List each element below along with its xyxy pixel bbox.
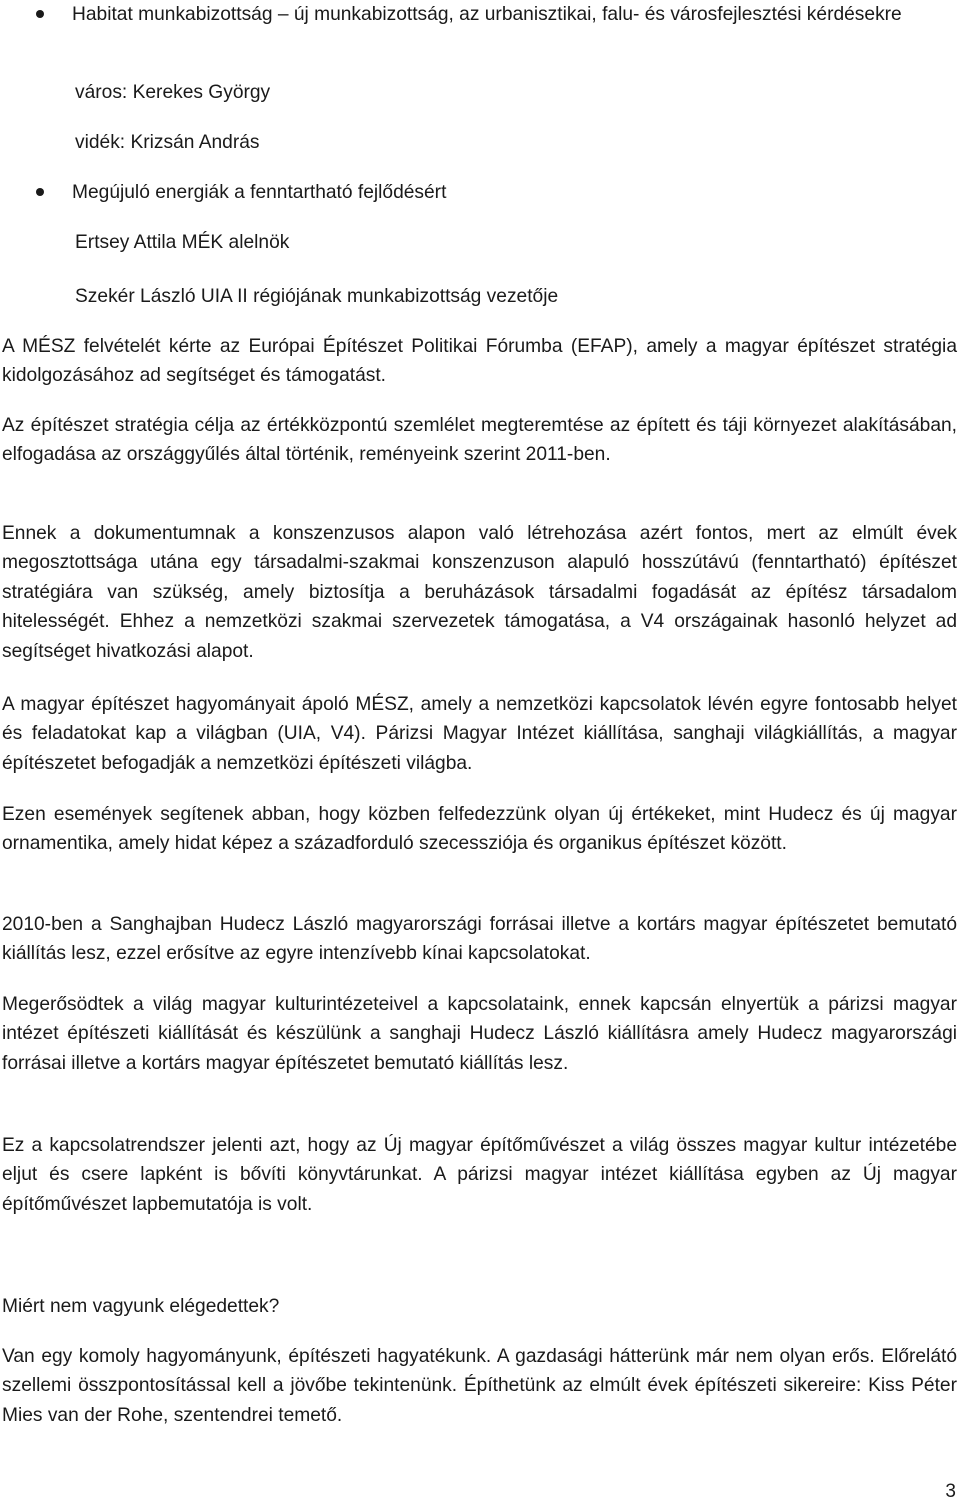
bullet-point-2 <box>36 188 44 196</box>
bullet-point-1 <box>36 10 44 18</box>
closing-paragraph: Van egy komoly hagyományunk, építészeti hagyatékunk. A gazdasági hátterünk már nem olyan erős. Előrelátó szellemi összpontosítással kell a jövőbe tekintenünk. Építhetünk az elmúlt évek építészeti sikereire: Kiss Péter Mies van der Rohe, szentendrei temető. <box>2 1346 957 1426</box>
paragraph: Megerősödtek a világ magyar kulturintézeteivel a kapcsolataink, ennek kapcsán elnyertük a párizsi magyar intézet építészeti kiállítását és készülünk a sanghaji Hudecz László kiállításra amely Hudecz magyarországi forrásai illetve a kortárs magyar építészetet bemutató kiállítás lesz. <box>2 994 957 1074</box>
paragraph: Ennek a dokumentumnak a konszenzusos alapon való létrehozása azért fontos, mert az elmúlt évek megosztottsága utána egy társadalmi-szakmai konszenzuson alapuló hosszútávú (fenntartható) építészet stratégiára van szükség, amely biztosítja a beruházások társadalmi fogadását az építész társadalom hitelességét. Ehhez a nemzetközi szakmai szervezetek támogatása, a V4 országainak hasonló helyzet ad segítséget hivatkozási alapot. <box>2 523 957 662</box>
bullet-sub-line: Ertsey Attila MÉK alelnök <box>75 232 290 253</box>
bullet-sub-line: város: Kerekes György <box>75 82 271 103</box>
bullet-sub-line: Szekér László UIA II régiójának munkabizottság vezetője <box>75 286 559 307</box>
page-number: 3 <box>945 1481 956 1502</box>
paragraph: A magyar építészet hagyományait ápoló MÉSZ, amely a nemzetközi kapcsolatok lévén egyre fontosabb helyet és feladatokat kap a világban (UIA, V4). Párizsi Magyar Intézet kiállítása, sanghaji világkiállítás, a magyar építészetet befogadják a nemzetközi építészeti világba. <box>2 694 957 774</box>
bullet-item-energy: Megújuló energiák a fenntartható fejlődésért <box>72 182 447 203</box>
paragraph: Ez a kapcsolatrendszer jelenti azt, hogy az Új magyar építőművészet a világ összes magyar kultur intézetébe eljut és csere lapként is bővíti könyvtárunkat. A párizsi magyar intézet kiállítása egyben az Új magyar építőművészet lapbemutatója is volt. <box>2 1135 957 1215</box>
paragraph: 2010-ben a Sanghajban Hudecz László magyarországi forrásai illetve a kortárs magyar építészetet bemutató kiállítás lesz, ezzel erősítve az egyre intenzívebb kínai kapcsolatokat. <box>2 914 957 965</box>
paragraph: Az építészet stratégia célja az értékközpontú szemlélet megteremtése az épített és táji környezet alakításában, elfogadása az országgyűlés által történik, reményeink szerint 2011-ben. <box>2 415 957 466</box>
question-line: Miért nem vagyunk elégedettek? <box>2 1296 280 1317</box>
bullet-item-habitat: Habitat munkabizottság – új munkabizottság, az urbanisztikai, falu- és városfejlesztési kérdésekre <box>72 4 902 25</box>
bullet-sub-line: vidék: Krizsán András <box>75 132 260 153</box>
paragraph: Ezen események segítenek abban, hogy közben felfedezzünk olyan új értékeket, mint Hudecz és új magyar ornamentika, amely hidat képez a századforduló szecessziója és organikus építészet között. <box>2 804 957 855</box>
paragraph: A MÉSZ felvételét kérte az Európai Építészet Politikai Fórumba (EFAP), amely a magyar építészet stratégia kidolgozásához ad segítséget és támogatást. <box>2 336 957 387</box>
